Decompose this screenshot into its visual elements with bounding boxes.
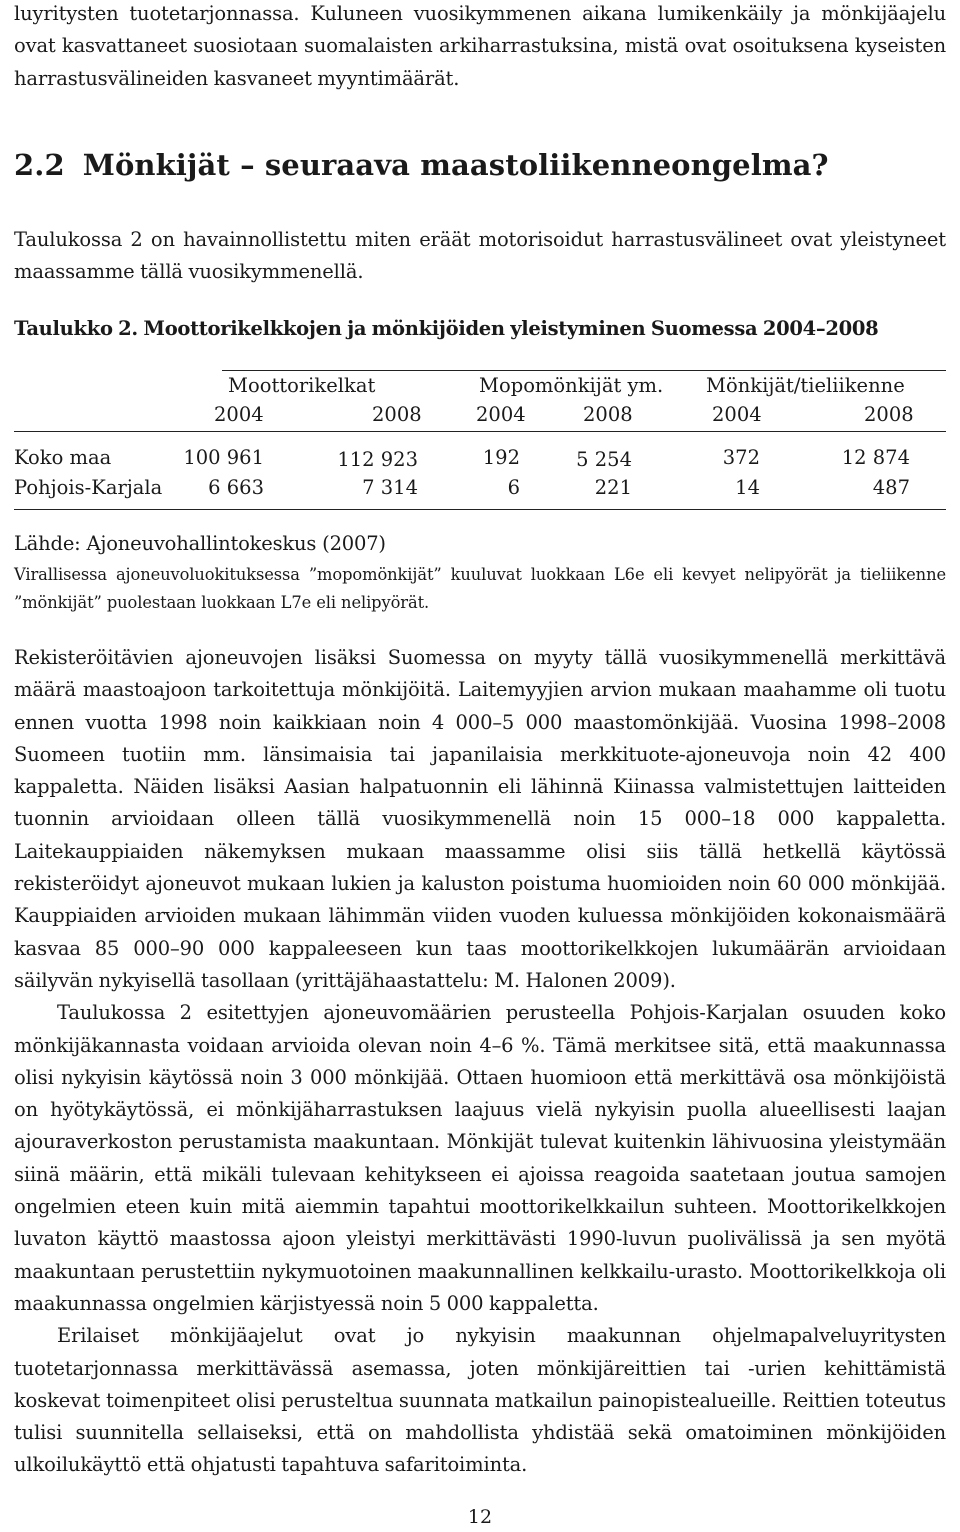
table-cell: 12 874 [841,446,910,469]
year-header: 2008 [583,403,633,426]
table-note: Virallisessa ajoneuvoluokituksessa ”mopomönkijät” kuuluvat luokkaan L6e eli kevyet nelipyörät ja tieliikenne ”mönkijät” puolestaan luokkaan L7e eli nelipyörät. [14,565,946,612]
statistics-table [14,370,946,510]
row-label: Koko maa [14,446,112,469]
table-cell: 100 961 [183,446,264,469]
section-heading [14,148,829,182]
year-header: 2004 [476,403,526,426]
intro-paragraph: luyritysten tuotetarjonnassa. Kuluneen vuosikymmenen aikana lumikenkäily ja mönkijäajelu ovat kasvattaneet suosiotaan suomalaisten arkiharrastuksina, mistä ovat osoituksena kyseisten harrastusvälineiden kasvaneet myyntimäärät. [14,2,946,90]
main-text [14,642,946,1482]
table-cell: 112 923 [337,448,418,471]
table-cell: 14 [735,476,760,499]
table-cell: 5 254 [576,448,632,471]
body-paragraph: Taulukossa 2 esitettyjen ajoneuvomäärien perusteella Pohjois-Karjalan osuuden koko mönkijäkannasta voidaan arvioida olevan noin 4–6 %. Tämä merkitsee sitä, että maakunnassa olisi nykyisin käytössä noin 3 000 mönkijää. Ottaen huomioon että merkittävä osa mönkijöistä on hyötykäytössä, ei mönkijäharrastuksen laajuus vielä nykyisin puolla alueellisesti laajan ajouraverkoston perustamista maakuntaan. Mönkijät tulevat kuitenkin lähivuosina yleistymään siinä määrin, että mikäli tulevaan kehitykseen ei ajoissa reagoida saatetaan joutua samojen ongelmien eteen kuin mitä aiemmin tapahtui moottorikelkkailun suhteen. Moottorikelkkojen luvaton käyttö maastossa ajoon yleistyi merkittävästi 1990-luvun puolivälissä ja sen myötä maakuntaan perustettiin nykymuotoinen maakunnallinen kelkkailu-urasto. Moottorikelkkoja oli maakunnassa ongelmien kärjistyessä noin 5 000 kappaletta. [14,1001,946,1315]
group-header-monkijat-tieliikenne: Mönkijät/tieliikenne [706,374,905,397]
section-number: 2.2 [14,148,65,182]
table-cell: 6 663 [208,476,264,499]
group-header-moottorikelkat: Moottorikelkat [228,374,376,397]
table-cell: 487 [872,476,910,499]
table-source: Lähde: Ajoneuvohallintokeskus (2007) [14,532,386,555]
body-paragraph: Erilaiset mönkijäajelut ovat jo nykyisin maakunnan ohjelmapalveluyritysten tuotetarjonnassa merkittävässä asemassa, joten mönkijäreittien tai -urien kehittämistä koskevat toimenpiteet olisi perusteltua suunnata matkailun painopistealueille. Reittien toteutus tulisi suunnitella sellaiseksi, että on mahdollista yhdistää sekä omatoiminen mönkijöiden ulkoilukäyttö että ohjatusti tapahtuva safaritoiminta. [14,1324,946,1477]
table-cell: 372 [722,446,760,469]
year-header: 2004 [712,403,762,426]
table-cell: 221 [594,476,632,499]
table-header-rule [14,431,946,432]
lead-paragraph: Taulukossa 2 on havainnollistettu miten eräät motorisoidut harrastusvälineet ovat yleistyneet maassamme tällä vuosikymmenellä. [14,228,946,284]
table-caption: Taulukko 2. Moottorikelkkojen ja mönkijöiden yleistyminen Suomessa 2004–2008 [14,317,879,340]
table-top-rule [222,370,946,371]
page-number: 12 [467,1506,493,1528]
year-header: 2008 [372,403,422,426]
section-title: Mönkijät – seuraava maastoliikenneongelma? [82,148,829,182]
table-cell: 192 [482,446,520,469]
table-bottom-rule [14,509,946,510]
row-label: Pohjois-Karjala [14,476,163,499]
year-header: 2008 [864,403,914,426]
table-cell: 6 [507,476,520,499]
body-paragraph: Rekisteröitävien ajoneuvojen lisäksi Suomessa on myyty tällä vuosikymmenellä merkittävä määrä maastoajoon tarkoitettuja mönkijöitä. Laitemyyjien arvion mukaan maahamme oli tuotu ennen vuotta 1998 noin kaikkiaan noin 4 000–5 000 maastomönkijää. Vuosina 1998–2008 Suomeen tuotiin mm. länsimaisia tai japanilaisia merkkituote-ajoneuvoja noin 42 400 kappaletta. Näiden lisäksi Aasian halpatuonnin eli lähinnä Kiinassa valmistettujen laitteiden tuonnin arvioidaan olleen tällä vuosikymmenellä noin 15 000–18 000 kappaletta. Laitekauppiaiden näkemyksen mukaan maassamme olisi siis tällä hetkellä käytössä rekisteröidyt ajoneuvot mukaan lukien ja kaluston poistuma huomioiden noin 60 000 mönkijää. Kauppiaiden arvioiden mukaan lähimmän viiden vuoden kuluessa mönkijöiden kokonaismäärä kasvaa 85 000–90 000 kappaleeseen kun taas moottorikelkkojen lukumäärän arvioidaan säilyvän nykyisellä tasollaan (yrittäjähaastattelu: M. Halonen 2009). [14,646,946,992]
table-cell: 7 314 [362,476,418,499]
year-header: 2004 [214,403,264,426]
group-header-mopomonkijat: Mopomönkijät ym. [479,374,664,397]
